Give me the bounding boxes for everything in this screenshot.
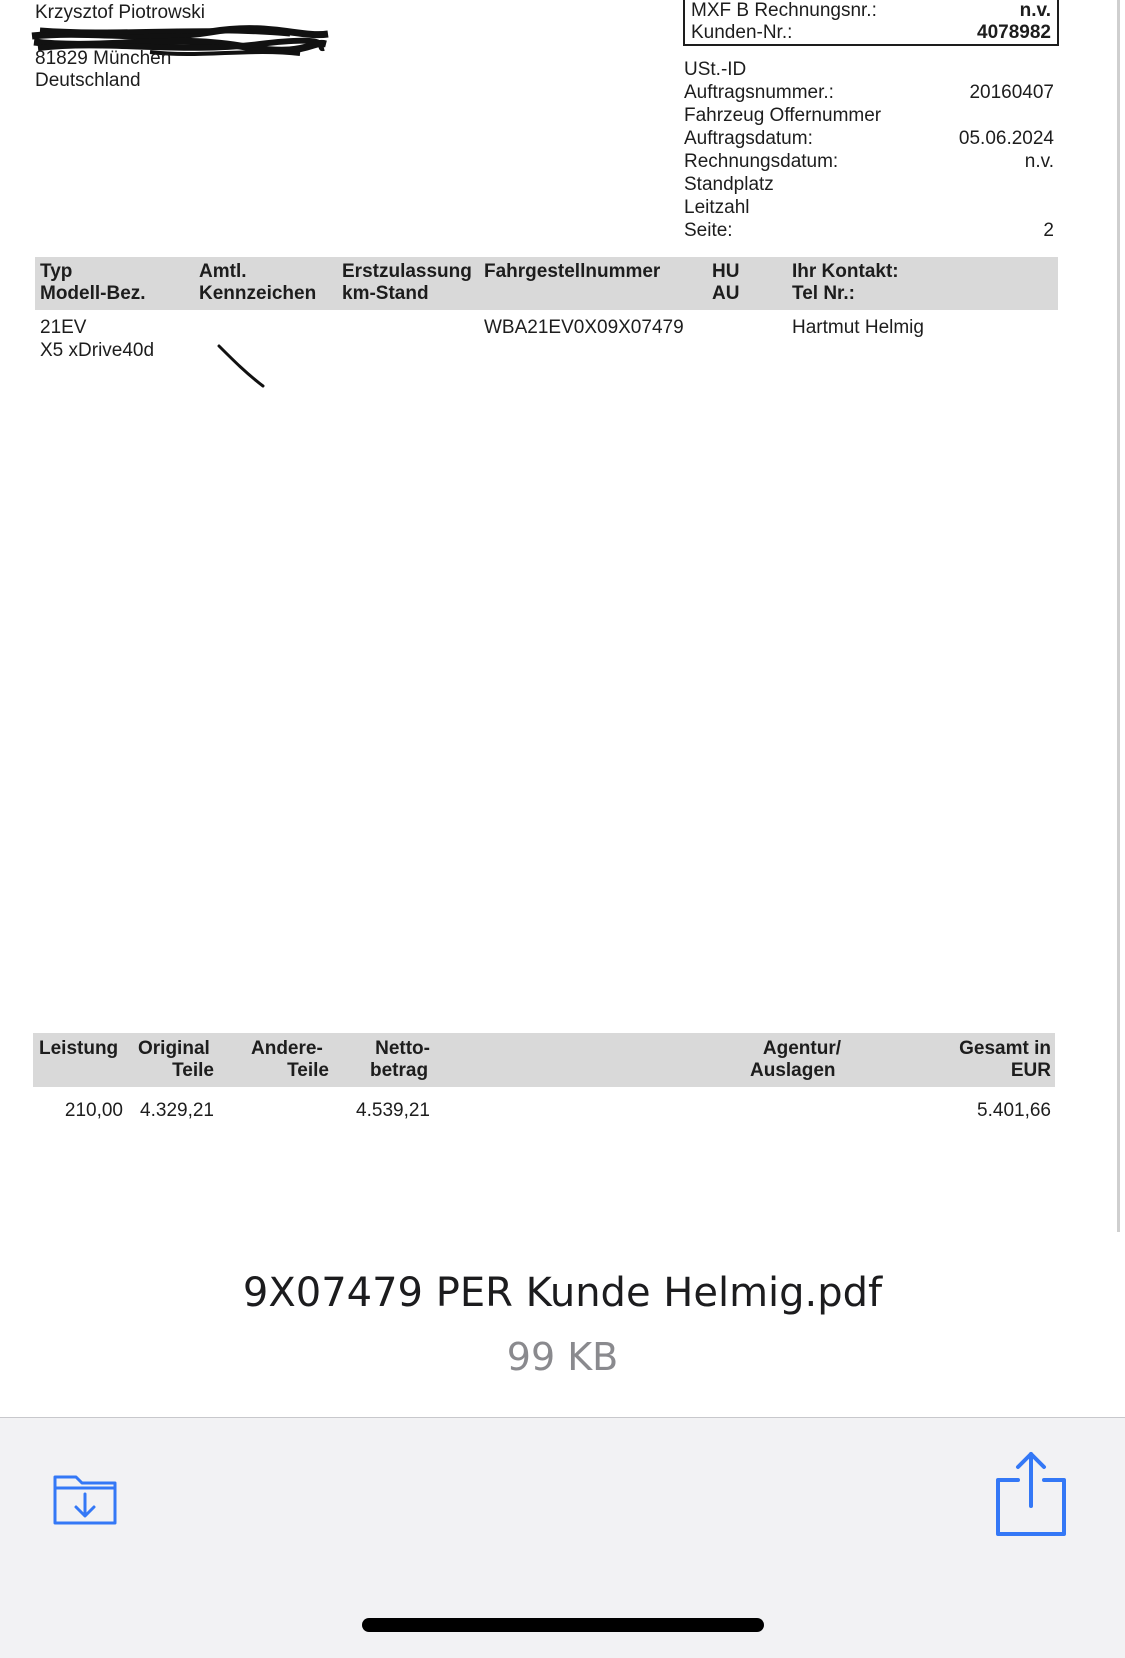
recipient-name: Krzysztof Piotrowski [35, 2, 205, 23]
total-netto: 4.539,21 [356, 1100, 430, 1121]
col-netto: Netto- [375, 1038, 430, 1059]
col-fahrgestellnummer: Fahrgestellnummer [484, 261, 661, 282]
col-erstzulassung: Erstzulassung [342, 261, 472, 282]
home-indicator [362, 1618, 764, 1632]
col-typ: Typ [40, 261, 73, 282]
col-auslagen: Auslagen [750, 1060, 836, 1081]
share-icon [994, 1450, 1068, 1538]
order-date-label: Auftragsdatum: [684, 128, 813, 149]
col-kontakt: Ihr Kontakt: [792, 261, 899, 282]
col-original: Original [138, 1038, 210, 1059]
col-andere: Andere- [251, 1038, 323, 1059]
routing-code-label: Leitzahl [684, 197, 750, 218]
vehicle-typ: 21EV [40, 317, 87, 338]
order-number-value: 20160407 [969, 82, 1054, 103]
vehicle-contact: Hartmut Helmig [792, 317, 924, 338]
share-button[interactable] [994, 1450, 1068, 1538]
file-size: 99 KB [506, 1335, 619, 1379]
customer-number-label: Kunden-Nr.: [691, 22, 793, 43]
page-number-label: Seite: [684, 220, 733, 241]
invoice-date-value: n.v. [1024, 151, 1054, 172]
parking-spot-label: Standplatz [684, 174, 774, 195]
recipient-country: Deutschland [35, 70, 141, 91]
col-modell: Modell-Bez. [40, 283, 146, 304]
col-gesamt: Gesamt in [959, 1038, 1051, 1059]
vat-id-label: USt.-ID [684, 59, 747, 80]
col-au: AU [712, 283, 740, 304]
vehicle-model: X5 xDrive40d [40, 340, 155, 361]
customer-number-value: 4078982 [977, 22, 1051, 43]
invoice-date-label: Rechnungsdatum: [684, 151, 839, 172]
folder-download-icon [52, 1471, 118, 1527]
file-info [0, 1232, 1125, 1417]
col-netto-betrag: betrag [370, 1060, 429, 1081]
vehicle-offer-label: Fahrzeug Offernummer [684, 105, 882, 126]
bottom-toolbar [0, 1417, 1125, 1658]
invoice-number-value: n.v. [1019, 0, 1051, 21]
invoice-id-box [683, 0, 1059, 46]
save-to-files-button[interactable] [52, 1471, 118, 1527]
col-original-teile: Teile [172, 1060, 214, 1081]
col-kennzeichen: Kennzeichen [199, 283, 317, 304]
page-edge [1117, 0, 1120, 1232]
col-andere-teile: Teile [287, 1060, 329, 1081]
col-amtl: Amtl. [199, 261, 247, 282]
recipient-city: 81829 München [35, 48, 172, 69]
total-gesamt: 5.401,66 [977, 1100, 1051, 1121]
invoice-number-label: MXF B Rechnungsnr.: [691, 0, 877, 21]
pen-mark [215, 340, 267, 390]
total-leistung: 210,00 [64, 1100, 123, 1121]
file-name: 9X07479 PER Kunde Helmig.pdf [242, 1270, 883, 1316]
page-number-value: 2 [1043, 220, 1054, 241]
vehicle-vin: WBA21EV0X09X07479 [484, 317, 684, 338]
col-agentur: Agentur/ [762, 1038, 841, 1059]
col-tel: Tel Nr.: [792, 283, 855, 304]
total-original-teile: 4.329,21 [140, 1100, 214, 1121]
col-eur: EUR [1010, 1060, 1051, 1081]
col-hu: HU [712, 261, 740, 282]
col-leistung: Leistung [39, 1038, 119, 1059]
order-number-label: Auftragsnummer.: [684, 82, 834, 103]
col-km-stand: km-Stand [342, 283, 429, 304]
order-date-value: 05.06.2024 [958, 128, 1054, 149]
